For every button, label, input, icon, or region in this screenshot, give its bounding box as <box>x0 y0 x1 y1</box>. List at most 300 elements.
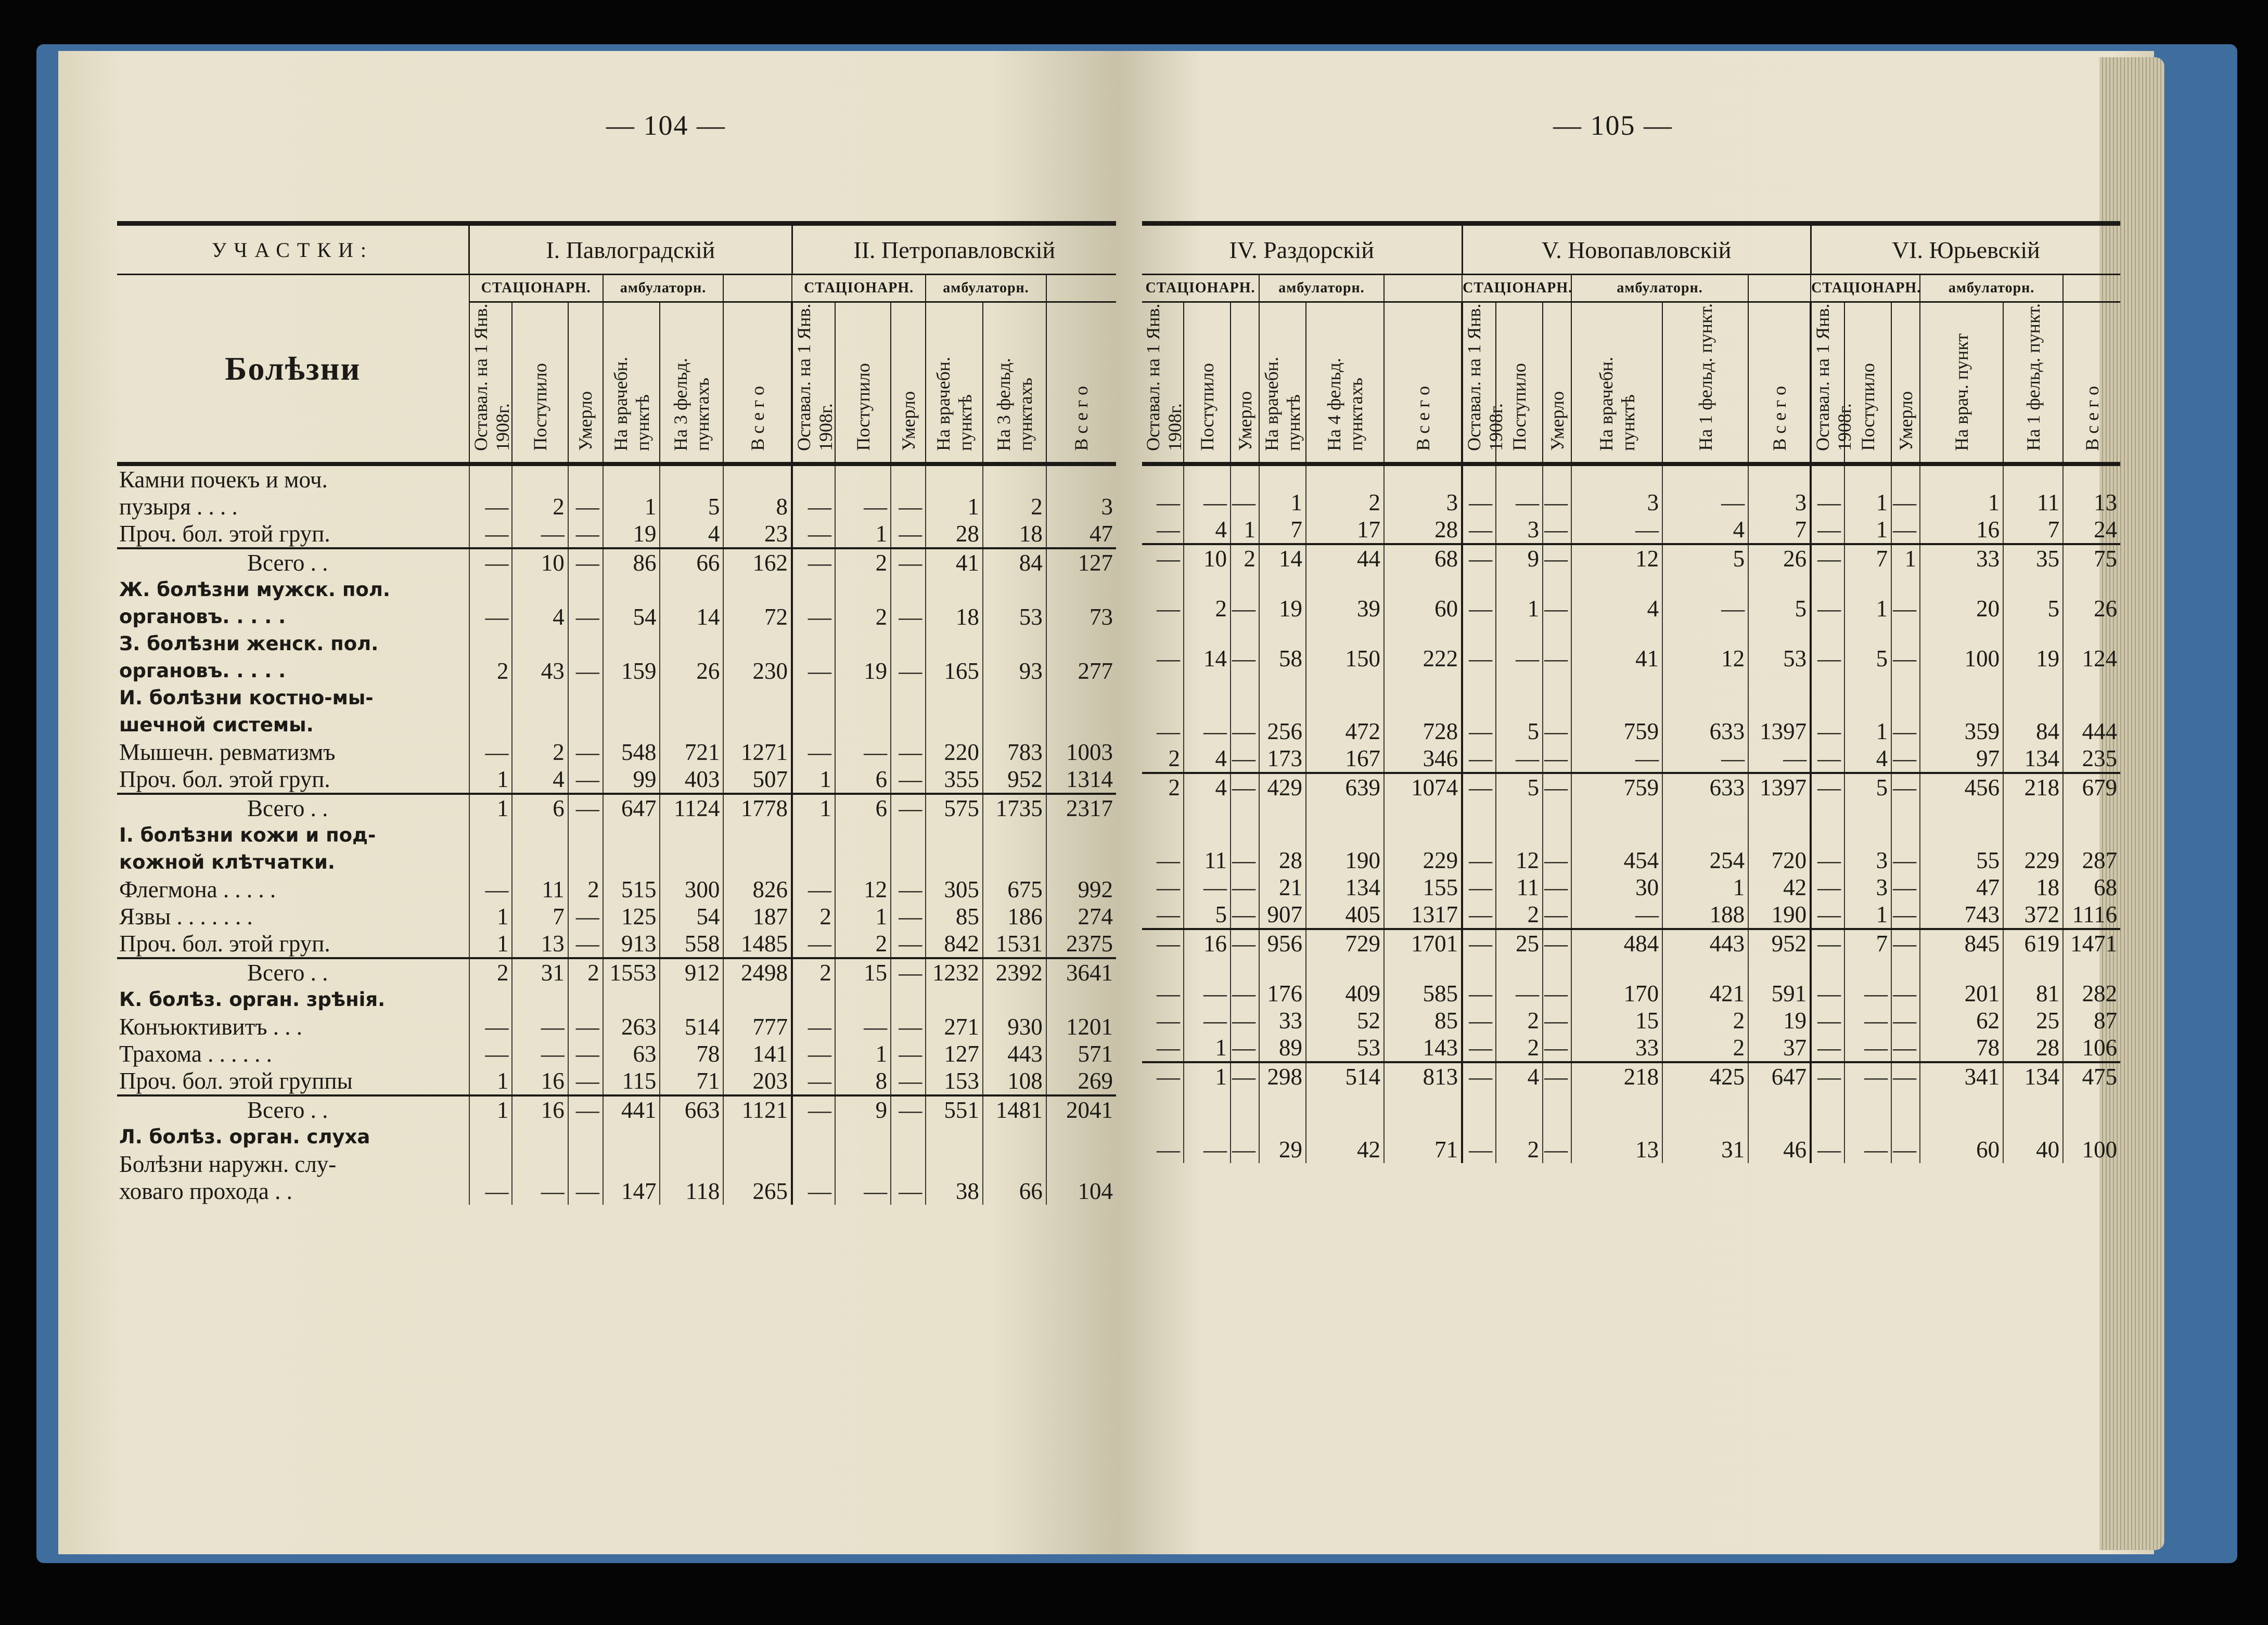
table-cell: 66 <box>983 1178 1046 1205</box>
table-row <box>117 712 1116 739</box>
column-header-text: На врачебн. пунктѣ <box>1261 356 1304 451</box>
table-cell: 1 <box>792 766 835 794</box>
table-cell: 84 <box>2003 718 2063 745</box>
table-cell <box>891 849 926 876</box>
column-header-text: Умерло <box>1234 391 1255 451</box>
table-cell: 271 <box>926 1013 983 1040</box>
table-cell <box>723 464 792 493</box>
column-header-text: На врачебн. пунктѣ <box>933 356 976 451</box>
column-header <box>1231 302 1259 465</box>
table-cell: — <box>1462 874 1496 901</box>
table-cell: 1735 <box>983 794 1046 822</box>
table-cell <box>1231 1090 1259 1113</box>
table-row <box>1142 773 2120 801</box>
table-cell <box>1920 1113 2003 1136</box>
table-cell: — <box>891 1178 926 1205</box>
table-cell: 992 <box>1046 876 1116 903</box>
table-cell: 1232 <box>926 958 983 986</box>
table-cell: 173 <box>1259 745 1306 773</box>
table-cell: — <box>1231 901 1259 929</box>
table-cell <box>1306 672 1384 695</box>
table-cell: — <box>1543 645 1571 672</box>
table-cell: 37 <box>1748 1034 1811 1062</box>
table-cell: 1 <box>835 903 891 930</box>
table-cell: 3 <box>1844 874 1891 901</box>
table-row <box>1142 1062 2120 1090</box>
table-row <box>1142 847 2120 874</box>
table-cell <box>660 685 723 712</box>
table-cell: — <box>1231 874 1259 901</box>
table-cell <box>1046 849 1116 876</box>
table-cell: 115 <box>603 1067 660 1095</box>
table-cell <box>983 712 1046 739</box>
table-cell <box>983 630 1046 657</box>
group-header: амбулаторн. <box>1571 275 1748 302</box>
table-cell <box>1920 1090 2003 1113</box>
table-cell <box>1046 986 1116 1013</box>
table-cell: 2392 <box>983 958 1046 986</box>
table-cell: — <box>512 520 568 548</box>
table-cell: — <box>568 603 603 630</box>
table-cell: 55 <box>1920 847 2003 874</box>
table-cell: 456 <box>1920 773 2003 801</box>
table-cell <box>2003 572 2063 595</box>
table-cell <box>723 685 792 712</box>
table-cell <box>603 849 660 876</box>
table-cell: — <box>1462 516 1496 544</box>
column-header-text: Оставал. на 1 Янв. 1908г. <box>1812 303 1855 451</box>
table-row <box>117 1095 1116 1124</box>
table-cell: — <box>1811 874 1844 901</box>
table-cell: 4 <box>1496 1062 1543 1090</box>
table-cell: 190 <box>1306 847 1384 874</box>
table-cell: 571 <box>1046 1040 1116 1067</box>
table-cell: — <box>1811 544 1844 572</box>
table-cell <box>512 822 568 849</box>
table-cell <box>2063 572 2120 595</box>
table-cell <box>1496 801 1543 824</box>
table-cell <box>983 685 1046 712</box>
table-cell: — <box>1543 1007 1571 1034</box>
table-cell: 10 <box>1184 544 1231 572</box>
table-cell: — <box>469 1013 512 1040</box>
table-cell: 159 <box>603 657 660 685</box>
table-cell: — <box>568 794 603 822</box>
table-cell: — <box>891 1067 926 1095</box>
table-cell <box>1920 957 2003 980</box>
table-cell <box>1662 695 1748 718</box>
table-cell <box>835 849 891 876</box>
table-cell <box>1259 672 1306 695</box>
table-cell: 1 <box>1231 516 1259 544</box>
table-cell <box>1259 957 1306 980</box>
table-row <box>1142 824 2120 847</box>
table-cell <box>1571 695 1662 718</box>
column-header <box>1046 302 1116 465</box>
table-cell <box>723 630 792 657</box>
column-header-text: Поступило <box>1509 363 1530 451</box>
table-cell: — <box>1231 1007 1259 1034</box>
table-cell: 97 <box>1920 745 2003 773</box>
table-cell <box>1384 824 1462 847</box>
table-cell: 13 <box>1571 1136 1662 1163</box>
table-cell: — <box>1543 874 1571 901</box>
table-row <box>1142 595 2120 622</box>
table-cell: — <box>1811 847 1844 874</box>
table-cell <box>792 822 835 849</box>
table-cell: 1 <box>469 1067 512 1095</box>
table-cell: — <box>1543 773 1571 801</box>
table-cell <box>1543 801 1571 824</box>
table-cell <box>1046 576 1116 603</box>
table-cell: 41 <box>926 548 983 576</box>
group-header: амбулаторн. <box>603 275 724 302</box>
group-header: амбулаторн. <box>1920 275 2063 302</box>
table-cell: — <box>1811 645 1844 672</box>
table-cell: 507 <box>723 766 792 794</box>
table-cell <box>1891 1090 1920 1113</box>
table-cell: — <box>1844 1007 1891 1034</box>
row-label: ховаго прохода . . <box>119 1178 292 1204</box>
table-cell: 1 <box>1184 1062 1231 1090</box>
table-cell <box>891 712 926 739</box>
table-cell: — <box>1231 1136 1259 1163</box>
table-cell: 187 <box>723 903 792 930</box>
table-cell <box>1543 957 1571 980</box>
table-cell <box>660 464 723 493</box>
table-cell: — <box>1543 544 1571 572</box>
table-cell: — <box>1891 901 1920 929</box>
table-cell: — <box>1811 1034 1844 1062</box>
row-label: Всего . . <box>117 794 469 822</box>
table-cell: 54 <box>660 903 723 930</box>
table-cell <box>1844 1113 1891 1136</box>
table-row <box>117 958 1116 986</box>
column-header <box>568 302 603 465</box>
table-row <box>1142 1034 2120 1062</box>
table-cell <box>1462 672 1496 695</box>
table-cell <box>1306 957 1384 980</box>
table-cell: 429 <box>1259 773 1306 801</box>
table-cell <box>1462 695 1496 718</box>
table-cell: — <box>1231 718 1259 745</box>
table-cell: 85 <box>1384 1007 1462 1034</box>
table-cell: 1314 <box>1046 766 1116 794</box>
table-cell <box>2063 1113 2120 1136</box>
table-cell <box>469 986 512 1013</box>
table-cell: 515 <box>603 876 660 903</box>
table-cell: — <box>469 520 512 548</box>
table-cell <box>2003 824 2063 847</box>
table-cell: — <box>1543 929 1571 957</box>
table-cell <box>469 1124 512 1151</box>
table-cell <box>1811 1113 1844 1136</box>
table-cell <box>2063 695 2120 718</box>
table-cell <box>512 712 568 739</box>
table-cell: 46 <box>1748 1136 1811 1163</box>
table-row <box>117 657 1116 685</box>
table-cell: 759 <box>1571 718 1662 745</box>
table-cell: 254 <box>1662 847 1748 874</box>
table-cell: — <box>1844 1034 1891 1062</box>
table-cell: — <box>1184 874 1231 901</box>
table-cell: 71 <box>660 1067 723 1095</box>
table-cell: — <box>1184 489 1231 516</box>
table-cell <box>568 822 603 849</box>
table-cell <box>568 1151 603 1178</box>
column-header-text: На 3 фельд. пунктахъ <box>670 358 713 451</box>
table-cell <box>1231 622 1259 645</box>
table-cell: 1 <box>1891 544 1920 572</box>
table-cell: — <box>1543 1062 1571 1090</box>
table-cell: — <box>1462 1007 1496 1034</box>
table-cell: 1 <box>1662 874 1748 901</box>
table-cell: 1701 <box>1384 929 1462 957</box>
table-cell: 5 <box>1748 595 1811 622</box>
table-cell: 728 <box>1384 718 1462 745</box>
table-cell: 4 <box>1571 595 1662 622</box>
table-cell <box>723 712 792 739</box>
table-row <box>117 1151 1116 1178</box>
table-cell <box>1571 957 1662 980</box>
table-cell: 443 <box>983 1040 1046 1067</box>
table-cell: 1531 <box>983 930 1046 958</box>
table-cell: 230 <box>723 657 792 685</box>
table-cell: 269 <box>1046 1067 1116 1095</box>
table-cell <box>660 986 723 1013</box>
table-cell <box>1231 1113 1259 1136</box>
table-cell <box>1748 1113 1811 1136</box>
table-cell: 1 <box>926 493 983 520</box>
column-header-text: На 1 фельд. пункт. <box>1695 303 1716 451</box>
table-cell: 263 <box>603 1013 660 1040</box>
table-cell: — <box>568 766 603 794</box>
table-cell: 60 <box>1384 595 1462 622</box>
table-cell: 7 <box>512 903 568 930</box>
table-row <box>1142 874 2120 901</box>
table-cell <box>1571 672 1662 695</box>
table-cell: 18 <box>926 603 983 630</box>
table-row <box>117 822 1116 849</box>
table-cell <box>660 849 723 876</box>
table-cell: 759 <box>1571 773 1662 801</box>
table-cell: — <box>1811 745 1844 773</box>
table-cell: 1397 <box>1748 718 1811 745</box>
row-label: Проч. бол. этой группы <box>119 1068 353 1094</box>
table-cell <box>983 576 1046 603</box>
table-cell: — <box>792 520 835 548</box>
table-cell <box>1748 1090 1811 1113</box>
table-cell: 201 <box>1920 980 2003 1007</box>
table-cell: — <box>1184 1136 1231 1163</box>
table-cell: 514 <box>660 1013 723 1040</box>
table-cell <box>469 849 512 876</box>
table-cell: — <box>1157 901 1180 927</box>
table-cell: 2 <box>568 958 603 986</box>
table-cell: 1553 <box>603 958 660 986</box>
table-cell: — <box>1891 980 1920 1007</box>
disease-table-right <box>1142 221 2120 1163</box>
row-label: З. болѣзни женск. пол. <box>119 633 379 655</box>
table-row <box>1142 801 2120 824</box>
table-cell: 220 <box>926 739 983 766</box>
column-header-text: Поступило <box>1197 363 1218 451</box>
table-cell: — <box>792 657 835 685</box>
table-cell: 106 <box>2063 1034 2120 1062</box>
table-cell: — <box>1462 718 1496 745</box>
table-cell: 2 <box>1168 745 1180 771</box>
table-cell <box>723 1151 792 1178</box>
table-row <box>117 930 1116 958</box>
table-cell: 26 <box>2063 595 2120 622</box>
table-cell: 1 <box>835 1040 891 1067</box>
table-cell: 155 <box>1384 874 1462 901</box>
table-cell: — <box>1844 980 1891 1007</box>
table-cell: 9 <box>1496 544 1543 572</box>
table-cell: 3 <box>1496 516 1543 544</box>
table-cell: 1116 <box>2063 901 2120 929</box>
table-cell: — <box>1891 874 1920 901</box>
table-cell: 17 <box>1306 516 1384 544</box>
table-cell <box>1811 464 1844 489</box>
table-cell <box>835 986 891 1013</box>
table-cell <box>1844 824 1891 847</box>
table-cell <box>1571 1090 1662 1113</box>
table-cell: — <box>835 1013 891 1040</box>
table-cell <box>469 630 512 657</box>
table-cell <box>1543 824 1571 847</box>
table-cell: 100 <box>2063 1136 2120 1163</box>
table-cell: 26 <box>660 657 723 685</box>
table-cell: — <box>1891 1007 1920 1034</box>
table-cell: — <box>1157 1008 1180 1034</box>
table-row <box>117 1013 1116 1040</box>
row-label: Болѣзни наружн. слу- <box>119 1151 337 1177</box>
row-label: Всего . . <box>117 1095 469 1124</box>
table-cell: — <box>891 1095 926 1124</box>
table-cell: 66 <box>660 548 723 576</box>
table-cell: 2 <box>1662 1034 1748 1062</box>
table-cell: 81 <box>2003 980 2063 1007</box>
table-cell: — <box>568 1067 603 1095</box>
column-header-text: В с е г о <box>1071 386 1092 451</box>
table-cell <box>1662 801 1748 824</box>
table-cell <box>926 685 983 712</box>
table-cell <box>2063 957 2120 980</box>
table-cell: 591 <box>1748 980 1811 1007</box>
table-cell <box>792 630 835 657</box>
table-cell <box>1811 824 1844 847</box>
table-cell: 4 <box>1184 516 1231 544</box>
table-cell <box>2003 1090 2063 1113</box>
column-header-text: Умерло <box>1895 391 1916 451</box>
table-cell: — <box>1496 645 1543 672</box>
column-header-text: Поступило <box>530 363 551 451</box>
table-cell: 720 <box>1748 847 1811 874</box>
table-cell: 9 <box>835 1095 891 1124</box>
table-cell: 68 <box>2063 874 2120 901</box>
row-label: Всего . . <box>117 958 469 986</box>
table-cell: 5 <box>1662 544 1748 572</box>
table-cell <box>723 986 792 1013</box>
column-header-text: Поступило <box>1857 363 1879 451</box>
table-cell: 2 <box>1306 489 1384 516</box>
table-cell: 1124 <box>660 794 723 822</box>
table-cell: 842 <box>926 930 983 958</box>
table-cell <box>1259 572 1306 595</box>
table-cell: — <box>512 1013 568 1040</box>
table-cell: — <box>1891 645 1920 672</box>
table-row <box>1142 929 2120 957</box>
table-cell <box>792 1124 835 1151</box>
table-cell: — <box>1231 847 1259 874</box>
table-cell <box>723 576 792 603</box>
column-header-text: На 3 фельд. пунктахъ <box>993 358 1036 451</box>
table-cell: — <box>1891 595 1920 622</box>
table-cell <box>1496 957 1543 980</box>
table-cell <box>1384 957 1462 980</box>
table-cell: 33 <box>1920 544 2003 572</box>
table-cell <box>1920 464 2003 489</box>
table-cell: 16 <box>512 1095 568 1124</box>
table-cell: — <box>568 1095 603 1124</box>
table-cell <box>1571 1113 1662 1136</box>
table-cell: 14 <box>1259 544 1306 572</box>
table-cell <box>2003 622 2063 645</box>
table-cell <box>891 685 926 712</box>
table-cell <box>512 1124 568 1151</box>
table-cell: — <box>1844 1062 1891 1090</box>
table-cell: 1003 <box>1046 739 1116 766</box>
table-cell <box>1571 464 1662 489</box>
table-cell: — <box>1231 1062 1259 1090</box>
column-header-text: На врачебн. пунктѣ <box>610 356 653 451</box>
column-header-text: На 4 фельд. пунктахъ <box>1324 358 1366 451</box>
table-cell: 19 <box>1259 595 1306 622</box>
district-header: I. Павлоградскій <box>469 224 792 275</box>
table-cell: 619 <box>2003 929 2063 957</box>
table-cell: 409 <box>1306 980 1384 1007</box>
table-cell: 28 <box>1259 847 1306 874</box>
table-cell <box>1920 622 2003 645</box>
table-cell: — <box>1462 595 1496 622</box>
column-header <box>1811 302 1855 465</box>
disease-table-left <box>117 221 1116 1205</box>
table-cell <box>1384 801 1462 824</box>
table-cell: — <box>1543 980 1571 1007</box>
column-header <box>792 302 835 465</box>
table-cell <box>1891 1113 1920 1136</box>
table-cell <box>469 685 512 712</box>
table-cell: 72 <box>723 603 792 630</box>
table-cell <box>469 822 512 849</box>
table-cell: 475 <box>2063 1062 2120 1090</box>
table-cell <box>1811 957 1844 980</box>
table-cell: 7 <box>1844 929 1891 957</box>
table-cell: — <box>1891 718 1920 745</box>
table-cell <box>1384 695 1462 718</box>
table-cell: — <box>469 603 512 630</box>
table-cell: 203 <box>723 1067 792 1095</box>
table-cell: 31 <box>512 958 568 986</box>
table-cell: — <box>1748 745 1811 773</box>
table-cell: 647 <box>1748 1062 1811 1090</box>
table-cell: 1 <box>1844 489 1891 516</box>
row-label: Язвы . . . . . . . <box>119 904 253 930</box>
table-cell: 647 <box>603 794 660 822</box>
table-cell: 28 <box>1384 516 1462 544</box>
table-row <box>117 1067 1116 1095</box>
